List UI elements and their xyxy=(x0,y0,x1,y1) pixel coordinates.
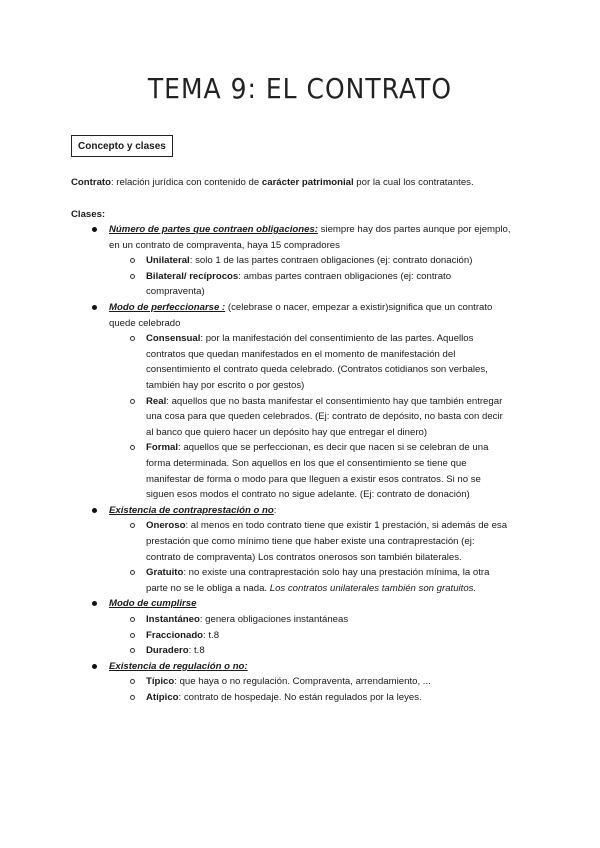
sub-bullet-term: Bilateral/ recíprocos xyxy=(146,270,239,282)
bullet-heading: Modo de perfeccionarse : xyxy=(109,302,226,313)
sub-bullet-circle xyxy=(130,648,135,653)
sub-bullet-term: Instantáneo xyxy=(146,614,200,625)
sub-bullet-text: forma determinada. Son aquellos en los que el consentimiento se tiene que xyxy=(146,458,467,469)
bullet-text: quede celebrado xyxy=(109,317,181,329)
sub-bullet-line xyxy=(146,378,304,394)
sub-bullet-line xyxy=(146,362,488,378)
definition-text-a: : relación jurídica con contenido de xyxy=(110,177,262,188)
sub-bullet-line xyxy=(146,440,488,456)
page-title: TEMA 9: EL CONTRATO xyxy=(147,72,453,105)
bullet-line xyxy=(109,659,248,675)
sub-bullet-text: : genera obligaciones instantáneas xyxy=(199,614,349,625)
sub-bullet-circle xyxy=(130,570,135,575)
sub-bullet-term: Típico xyxy=(146,676,175,688)
sub-bullet-line xyxy=(146,269,451,285)
sub-bullet-line xyxy=(146,628,219,644)
sub-bullet-circle xyxy=(130,617,135,622)
bullet-line xyxy=(109,596,196,612)
sub-bullet-line xyxy=(146,331,473,347)
sub-bullet-line xyxy=(146,518,507,534)
sub-bullet-text: : no existe una contraprestación solo hay una prestación mínima, la otra xyxy=(183,567,490,579)
bullet-dot xyxy=(92,601,97,606)
sub-bullet-text: : t.8 xyxy=(203,629,220,641)
sub-bullet-text: manifestar de forma o modo para que lleguen a existir esos contratos. Si no se xyxy=(146,473,481,485)
sub-bullet-line xyxy=(146,612,348,628)
sub-bullet-line xyxy=(146,674,431,690)
sub-bullet-line xyxy=(146,550,462,566)
sub-bullet-text: también hay por escrito o por gestos) xyxy=(146,380,305,391)
sub-bullet-line xyxy=(146,253,472,269)
sub-bullet-text: : al menos en todo contrato tiene que existir 1 prestación, si además de esa xyxy=(185,520,508,532)
bullet-line xyxy=(109,300,492,316)
sub-bullet-term: Unilateral xyxy=(146,255,190,267)
sub-bullet-line xyxy=(146,409,503,425)
bullet-text: siempre hay dos partes aunque por ejemplo, xyxy=(317,224,511,235)
sub-bullet-line xyxy=(146,347,455,363)
clases-label: Clases: xyxy=(71,209,106,220)
definition-bold: carácter patrimonial xyxy=(261,177,354,188)
sub-bullet-line xyxy=(146,394,502,410)
sub-bullet-text: : aquellos que no basta manifestar el consentimiento hay que también entregar xyxy=(166,395,503,407)
section-box: Concepto y clases xyxy=(71,135,173,157)
sub-bullet-circle xyxy=(130,258,135,263)
bullet-dot xyxy=(92,508,97,513)
bullet-line xyxy=(109,238,340,254)
sub-bullet-circle xyxy=(130,523,135,528)
sub-bullet-line xyxy=(146,581,476,597)
bullet-dot xyxy=(92,227,97,232)
sub-bullet-text: compraventa) xyxy=(146,286,205,298)
bullet-heading: Modo de cumplirse xyxy=(109,598,197,610)
sub-bullet-circle xyxy=(130,399,135,404)
sub-bullet-line xyxy=(146,284,205,300)
sub-bullet-text: : t.8 xyxy=(188,645,205,657)
bullet-text: : xyxy=(273,504,277,516)
sub-bullet-text: : ambas partes contraen obligaciones (ej: contrato xyxy=(238,270,452,282)
sub-bullet-italic: Los contratos unilaterales también son gratuitos. xyxy=(269,582,477,594)
sub-bullet-term: Atípico xyxy=(146,692,179,703)
sub-bullet-term: Formal xyxy=(146,442,178,454)
sub-bullet-text: una cosa para que queden celebrados. (Ej: contrato de depósito, no basta con decir xyxy=(146,411,503,423)
sub-bullet-line xyxy=(146,425,427,441)
sub-bullet-text: siguen esos modos el contrato no sigue adelante. (Ej: contrato de donación) xyxy=(146,489,470,501)
sub-bullet-text: : aquellos que se perfeccionan, es decir que nacen si se celebran de una xyxy=(178,442,489,454)
bullet-line xyxy=(109,316,180,332)
sub-bullet-text: : solo 1 de las partes contraen obligaciones (ej: contrato donación) xyxy=(189,255,473,267)
sub-bullet-text: contrato de compraventa) Los contratos onerosos son también bilaterales. xyxy=(146,551,462,563)
sub-bullet-text: prestación que como mínimo tiene que haber existe una contraprestación (ej: xyxy=(146,536,475,547)
sub-bullet-line xyxy=(146,565,489,581)
sub-bullet-circle xyxy=(130,274,135,279)
bullet-heading: Existencia de regulación o no: xyxy=(109,660,248,672)
sub-bullet-text: al banco que quiero hacer un depósito hay que entregar el dinero) xyxy=(146,426,428,438)
bullet-heading: Número de partes que contraen obligaciones: xyxy=(109,224,318,235)
sub-bullet-line xyxy=(146,534,475,550)
sub-bullet-term: Real xyxy=(146,395,167,407)
sub-bullet-line xyxy=(146,487,470,503)
sub-bullet-text: consentimiento el contrato queda celebrado. (Contratos cotidianos son verbales, xyxy=(146,364,488,376)
sub-bullet-term: Consensual xyxy=(146,333,201,345)
sub-bullet-text: : que haya o no regulación. Compraventa, arrendamiento, ... xyxy=(174,676,431,688)
sub-bullet-circle xyxy=(130,445,135,450)
bullet-dot xyxy=(92,664,97,669)
sub-bullet-circle xyxy=(130,679,135,684)
sub-bullet-circle xyxy=(130,336,135,341)
bullet-heading: Existencia de contraprestación o no xyxy=(109,504,274,516)
sub-bullet-line xyxy=(146,472,481,488)
bullet-text: (celebrase o nacer, empezar a existir)significa que un contrato xyxy=(225,302,493,313)
sub-bullet-line xyxy=(146,456,467,472)
sub-bullet-circle xyxy=(130,695,135,700)
sub-bullet-text: : contrato de hospedaje. No están regulados por la leyes. xyxy=(178,692,422,703)
bullet-dot xyxy=(92,305,97,310)
sub-bullet-line xyxy=(146,690,422,706)
bullet-line xyxy=(109,222,511,238)
sub-bullet-term: Duradero xyxy=(146,645,189,657)
sub-bullet-line xyxy=(146,643,205,659)
bullet-text: en un contrato de compraventa, haya 15 compradores xyxy=(109,239,340,251)
sub-bullet-term: Gratuito xyxy=(146,567,184,579)
sub-bullet-text: : por la manifestación del consentimiento de las partes. Aquellos xyxy=(200,333,474,345)
definition-line xyxy=(71,175,474,191)
definition-text-b: por la cual los contratantes. xyxy=(353,177,474,188)
sub-bullet-term: Oneroso xyxy=(146,520,186,532)
sub-bullet-text: parte no se le obliga a nada. xyxy=(146,582,270,594)
sub-bullet-text: contratos que quedan manifestados en el momento de manifestación del xyxy=(146,348,456,360)
definition-term: Contrato xyxy=(71,177,111,188)
sub-bullet-term: Fraccionado xyxy=(146,629,204,641)
bullet-line xyxy=(109,503,276,519)
sub-bullet-circle xyxy=(130,633,135,638)
